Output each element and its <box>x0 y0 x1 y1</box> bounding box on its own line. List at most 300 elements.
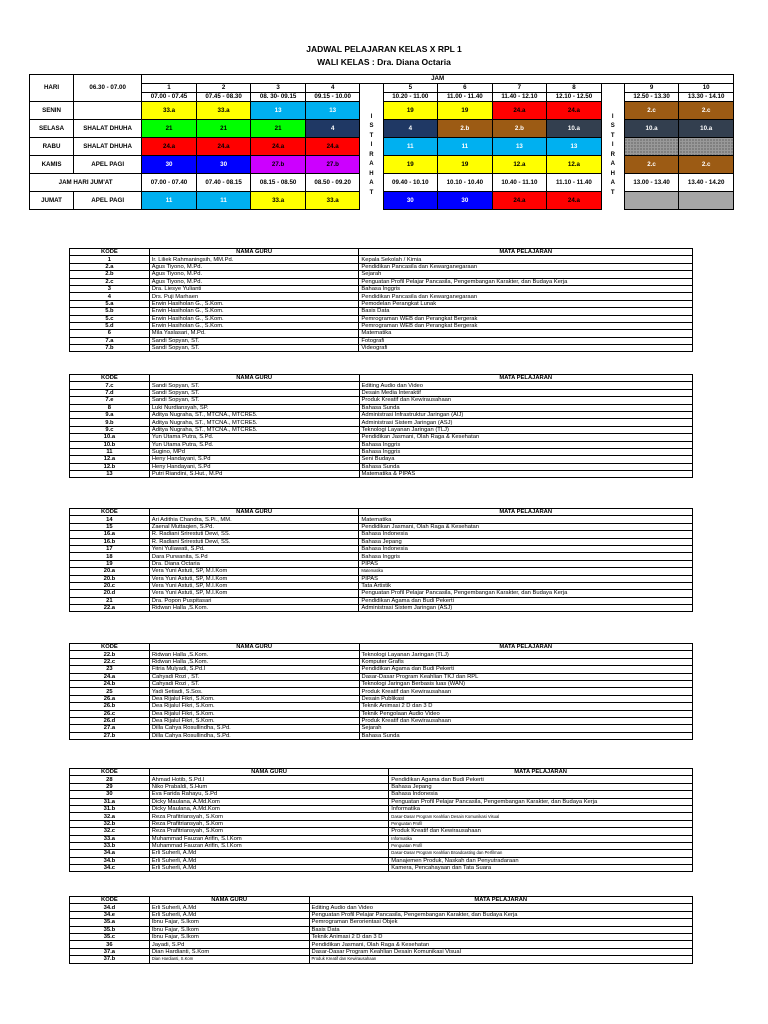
lesson-cell: 4 <box>305 120 360 138</box>
teacher-name: R. Radiani Srirestuti Dewi, SS. <box>149 538 359 545</box>
nama-header: NAMA GURU <box>149 249 359 256</box>
subject-name: Manajemen Produk, Naskah dan Penyutradaraan <box>389 857 693 864</box>
teacher-code: 5.b <box>70 308 150 315</box>
subject-name: PIPAS <box>359 575 693 582</box>
teacher-row <box>70 322 693 329</box>
teacher-code: 2.b <box>70 271 150 278</box>
teacher-row <box>70 382 693 389</box>
teacher-code: 32.b <box>70 820 150 827</box>
period-time: 12.50 - 13.30 <box>624 93 679 102</box>
teacher-code: 19 <box>70 560 150 567</box>
teacher-row <box>70 688 693 695</box>
lesson-cell: 24.a <box>305 138 360 156</box>
teacher-name: Dra. Liesye Yulianti <box>149 285 359 292</box>
subject-name: Bahasa Jepang <box>359 538 693 545</box>
teacher-name: Sandi Sopyan, ST. <box>149 397 359 404</box>
lesson-cell: 13 <box>305 102 360 120</box>
teacher-row <box>70 850 693 857</box>
period-time: 13.30 - 14.10 <box>679 93 734 102</box>
teacher-name: Heny Handayani, S.Pd <box>149 456 359 463</box>
lesson-cell: 19 <box>383 156 438 174</box>
teacher-name: Yeni Yuliawati, S.Pd. <box>149 545 359 552</box>
teacher-name: Erli Suherli, A.Md <box>149 911 309 918</box>
lesson-cell: 19 <box>438 156 493 174</box>
teacher-name: Mila Yaslasari, M.Pd. <box>149 330 359 337</box>
jumat-time: 10.10 - 10.40 <box>438 174 493 192</box>
teacher-row <box>70 865 693 872</box>
teacher-row <box>70 263 693 270</box>
teacher-row <box>70 911 693 918</box>
jumat-time: 07.40 - 08.15 <box>196 174 251 192</box>
teacher-code: 37.a <box>70 948 150 955</box>
teacher-name: Dara Purwanita, S.Pd <box>149 553 359 560</box>
day-name: KAMIS <box>30 156 74 174</box>
teacher-code: 7.d <box>70 389 150 396</box>
subject-name: Pendidikan Jasmani, Olah Raga & Kesehatan <box>309 941 692 948</box>
teacher-row <box>70 695 693 702</box>
subject-name: Dasar-Dasar Program Keahlian Desain Komunikasi Visual <box>309 948 692 955</box>
teacher-row <box>70 516 693 523</box>
teacher-code: 34.d <box>70 904 150 911</box>
subject-name: Administrasi Sistem Jaringan (ASJ) <box>359 605 693 612</box>
subject-name: Fotografi <box>359 337 693 344</box>
teacher-name: Dra. Popon Puspitasari <box>149 597 359 604</box>
teacher-name: Reza Prafitriansyah, S.Kom <box>149 813 389 820</box>
teacher-row <box>70 857 693 864</box>
istirahat-gap <box>601 84 624 93</box>
lesson-cell: 24.a <box>142 138 197 156</box>
subject-name: Kepala Sekolah / Kimia <box>359 256 693 263</box>
teacher-code: 35.c <box>70 933 150 940</box>
teacher-row <box>70 919 693 926</box>
teacher-name: Dicky Maulana, A.Md.Kom <box>149 798 389 805</box>
teacher-code: 7.c <box>70 382 150 389</box>
pre-lesson-activity: SHALAT DHUHA <box>74 120 142 138</box>
subject-name: Teknologi Layanan Jaringan (TLJ) <box>359 426 692 433</box>
teacher-code: 12.a <box>70 456 150 463</box>
teacher-row <box>70 345 693 352</box>
teacher-code: 5.d <box>70 322 150 329</box>
teacher-name: Agus Tiyono, M.Pd. <box>149 271 359 278</box>
subject-name: Dasar-Dasar Program Keahlian Desain Komunikasi Visual <box>389 813 693 820</box>
nama-header: NAMA GURU <box>149 897 309 904</box>
teacher-name: Muhammad Fauzan Arifin, S.I.Kom <box>149 835 389 842</box>
subject-name: Informatika <box>389 805 693 812</box>
subject-name: Bahasa Sunda <box>359 404 692 411</box>
schedule-row <box>30 102 734 120</box>
teacher-code: 17 <box>70 545 150 552</box>
subject-name: Administrasi Infrastruktur Jaringan (AIJ) <box>359 411 692 418</box>
teacher-name: Dicky Maulana, A.Md.Kom <box>149 805 389 812</box>
subject-name: Pemrograman Berorientasi Objek <box>309 919 692 926</box>
teacher-code: 5.a <box>70 300 150 307</box>
teacher-name: Dilla Cahya Rosullindha, S.Pd. <box>149 725 359 732</box>
lesson-cell: 33.a <box>251 192 306 210</box>
lesson-cell: 33.a <box>305 192 360 210</box>
teacher-name: Erwin Hasiholan G., S.Kom. <box>149 315 359 322</box>
lesson-cell: 11 <box>196 192 251 210</box>
teacher-code: 30 <box>70 791 150 798</box>
teacher-name: Jayadi, S.Pd <box>149 941 309 948</box>
teacher-row <box>70 575 693 582</box>
lesson-cell <box>624 192 679 210</box>
mapel-header: MATA PELAJARAN <box>389 769 693 776</box>
teacher-code: 18 <box>70 553 150 560</box>
period-time: 11.40 - 12.10 <box>492 93 547 102</box>
subject-name: Pendidikan Agama dan Budi Pekerti <box>359 666 692 673</box>
teacher-code: 29 <box>70 783 150 790</box>
teacher-row <box>70 933 693 940</box>
mapel-header: MATA PELAJARAN <box>359 644 692 651</box>
teacher-name: Zaenal Muttaqien, S.Pd. <box>149 523 359 530</box>
lesson-cell: 33.a <box>142 102 197 120</box>
subject-name: Bahasa Indonesia <box>359 545 693 552</box>
teacher-table <box>69 248 693 352</box>
subject-name: Produk Kreatif dan Kewirausahaan <box>359 397 692 404</box>
teacher-name: Agus Tiyono, M.Pd. <box>149 263 359 270</box>
subject-name: Informatika <box>389 835 693 842</box>
lesson-cell: 30 <box>196 156 251 174</box>
teacher-name: Cahyadi Rozi , ST. <box>149 673 359 680</box>
teacher-name: Ridwan Halla ,S.Kom. <box>149 658 359 665</box>
teacher-table <box>69 374 693 478</box>
teacher-table <box>69 508 693 612</box>
teacher-code: 3 <box>70 285 150 292</box>
teacher-row <box>70 813 693 820</box>
lesson-cell: 24.a <box>547 192 602 210</box>
teacher-row <box>70 805 693 812</box>
lesson-cell: 13 <box>251 102 306 120</box>
teacher-name: Ridwan Halla ,S.Kom. <box>149 605 359 612</box>
period-time: 07.45 - 08.30 <box>196 93 251 102</box>
lesson-cell: 24.a <box>196 138 251 156</box>
subject-name: Teknik Animasi 2 D dan 3 D <box>309 933 692 940</box>
teacher-row <box>70 680 693 687</box>
teacher-code: 7.a <box>70 337 150 344</box>
period-time: 08. 30- 09.15 <box>251 93 306 102</box>
teacher-name: Reza Prafitriansyah, S.Kom <box>149 828 389 835</box>
teacher-row <box>70 330 693 337</box>
subject-name: Pemrograman WEB dan Perangkat Bergerak <box>359 315 693 322</box>
kode-header: KODE <box>70 249 150 256</box>
lesson-cell: 30 <box>438 192 493 210</box>
jumat-time: 11.10 - 11.40 <box>547 174 602 192</box>
period-time: 11.00 - 11.40 <box>438 93 493 102</box>
teacher-row <box>70 448 693 455</box>
period-number: 4 <box>305 84 360 93</box>
day-name: SENIN <box>30 102 74 120</box>
teacher-code: 9.b <box>70 419 150 426</box>
pre-lesson-activity: APEL PAGI <box>74 156 142 174</box>
teacher-row <box>70 293 693 300</box>
istirahat-gap <box>360 93 383 102</box>
period-number: 8 <box>547 84 602 93</box>
teacher-row <box>70 256 693 263</box>
teacher-table <box>69 768 693 872</box>
subject-name: Penguatan Profil <box>389 842 693 849</box>
teacher-name: Yun Utama Putra, S.Pd. <box>149 434 359 441</box>
teacher-row <box>70 835 693 842</box>
lesson-cell: 24.a <box>492 192 547 210</box>
teacher-code: 21 <box>70 597 150 604</box>
teacher-code: 14 <box>70 516 150 523</box>
teacher-code: 34.b <box>70 857 150 864</box>
teacher-code: 34.e <box>70 911 150 918</box>
teacher-name: Putri Riandini, S.Hut., M.Pd <box>149 471 359 478</box>
jumat-time-label: JAM HARI JUM'AT <box>30 174 142 192</box>
teacher-row <box>70 441 693 448</box>
teacher-row <box>70 300 693 307</box>
teacher-row <box>70 956 693 963</box>
teacher-row <box>70 545 693 552</box>
teacher-code: 13 <box>70 471 150 478</box>
teacher-row <box>70 710 693 717</box>
teacher-name: Dea Rijalul Fikri, S.Kom. <box>149 717 359 724</box>
period-number: 7 <box>492 84 547 93</box>
teacher-row <box>70 582 693 589</box>
teacher-code: 27.b <box>70 732 150 739</box>
mapel-header: MATA PELAJARAN <box>359 249 693 256</box>
teacher-row <box>70 389 693 396</box>
period-number: 10 <box>679 84 734 93</box>
nama-header: NAMA GURU <box>149 769 389 776</box>
period-time: 07.00 - 07.45 <box>142 93 197 102</box>
lesson-cell: 27.b <box>305 156 360 174</box>
teacher-name: Vera Yuni Astuti, SP, M.I.Kom <box>149 575 359 582</box>
teacher-row <box>70 285 693 292</box>
lesson-cell: 21 <box>251 120 306 138</box>
lesson-cell: 10.a <box>679 120 734 138</box>
subject-name: Bahasa Jepang <box>389 783 693 790</box>
subject-name: Pendidikan Jasmani, Olah Raga & Kesehatan <box>359 434 692 441</box>
teacher-row <box>70 419 693 426</box>
teacher-name: Ibnu Fajar, S.Ikom <box>149 933 309 940</box>
subject-name: Editing Audio dan Video <box>309 904 692 911</box>
teacher-name: Ridwan Halla ,S.Kom. <box>149 651 359 658</box>
teacher-code: 22.a <box>70 605 150 612</box>
subject-name: Komputer Grafis <box>359 658 692 665</box>
istirahat-gap <box>601 93 624 102</box>
teacher-code: 2.c <box>70 278 150 285</box>
kode-header: KODE <box>70 769 150 776</box>
day-name: SELASA <box>30 120 74 138</box>
teacher-code: 26.d <box>70 717 150 724</box>
teacher-name: Aditya Nugraha, ST., MTCNA., MTCRE5. <box>149 419 359 426</box>
teacher-row <box>70 271 693 278</box>
teacher-code: 32.a <box>70 813 150 820</box>
day-name: RABU <box>30 138 74 156</box>
subject-name: PIPAS <box>359 560 693 567</box>
teacher-code: 28 <box>70 776 150 783</box>
lesson-cell: 21 <box>142 120 197 138</box>
lesson-cell: 11 <box>438 138 493 156</box>
subject-name: Produk Kreatif dan Kewirausahaan <box>359 688 692 695</box>
period-number: 6 <box>438 84 493 93</box>
teacher-row <box>70 820 693 827</box>
lesson-cell <box>624 138 679 156</box>
jumat-time: 13.40 - 14.20 <box>679 174 734 192</box>
teacher-row <box>70 411 693 418</box>
teacher-code: 23 <box>70 666 150 673</box>
lesson-cell: 19 <box>383 102 438 120</box>
teacher-name: Sandi Sopyan, ST. <box>149 382 359 389</box>
lesson-cell: 2.b <box>492 120 547 138</box>
lesson-cell: 11 <box>142 192 197 210</box>
subject-name: Bahasa Indonesia <box>389 791 693 798</box>
lesson-cell: 30 <box>142 156 197 174</box>
subject-name: Editing Audio dan Video <box>359 382 692 389</box>
teacher-code: 10.b <box>70 441 150 448</box>
subject-name: Sejarah <box>359 271 693 278</box>
teacher-code: 6 <box>70 330 150 337</box>
teacher-name: Cahyadi Rozi , ST. <box>149 680 359 687</box>
lesson-cell: 4 <box>383 120 438 138</box>
subject-name: Bahasa Inggris <box>359 448 692 455</box>
jumat-time: 08.15 - 08.50 <box>251 174 306 192</box>
lesson-cell: 13 <box>492 138 547 156</box>
teacher-name: Agus Tiyono, M.Pd. <box>149 278 359 285</box>
teacher-name: Luki Nurdiansyah, SP. <box>149 404 359 411</box>
mapel-header: MATA PELAJARAN <box>359 509 693 516</box>
teacher-code: 8 <box>70 404 150 411</box>
lesson-cell: 2.b <box>438 120 493 138</box>
teacher-code: 16.a <box>70 531 150 538</box>
subject-name: Basis Data <box>309 926 692 933</box>
lesson-cell: 19 <box>438 102 493 120</box>
nama-header: NAMA GURU <box>149 644 359 651</box>
teacher-name: Erli Suherli, A.Md <box>149 904 309 911</box>
teacher-row <box>70 651 693 658</box>
teacher-code: 20.a <box>70 568 150 575</box>
teacher-code: 7.b <box>70 345 150 352</box>
teacher-name: Heny Handayani, S.Pd <box>149 463 359 470</box>
subject-name: Produk Kreatif dan Kewirausahaan <box>359 717 692 724</box>
teacher-code: 22.b <box>70 651 150 658</box>
subject-name: Basis Data <box>359 308 693 315</box>
teacher-name: Sandi Sopyan, ST. <box>149 389 359 396</box>
teacher-row <box>70 828 693 835</box>
page-title: JADWAL PELAJARAN KELAS X RPL 1 <box>306 44 462 54</box>
teacher-name: Dea Rijalul Fikri, S.Kom. <box>149 703 359 710</box>
teacher-name: Ibnu Fajar, S.Ikom <box>149 926 309 933</box>
homeroom-teacher: WALI KELAS : Dra. Diana Octaria <box>317 57 451 67</box>
subject-name: Matematika <box>359 330 693 337</box>
subject-name: Produk Kreatif dan Kewirausahaan <box>309 956 692 963</box>
istirahat-gap <box>360 84 383 93</box>
lesson-cell: 2.c <box>624 102 679 120</box>
subject-name: Pendidikan Pancasila dan Kewarganegaraan <box>359 263 693 270</box>
lesson-cell: 2.c <box>624 156 679 174</box>
teacher-row <box>70 717 693 724</box>
teacher-name: Erwin Hasiholan G., S.Kom. <box>149 322 359 329</box>
period-number: 1 <box>142 84 197 93</box>
kode-header: KODE <box>70 644 150 651</box>
subject-name: Matematika <box>359 568 693 575</box>
teacher-code: 4 <box>70 293 150 300</box>
jumat-time: 09.40 - 10.10 <box>383 174 438 192</box>
teacher-row <box>70 673 693 680</box>
teacher-name: Vera Yuni Astuti, SP, M.I.Kom <box>149 590 359 597</box>
teacher-code: 24.a <box>70 673 150 680</box>
teacher-name: Ir. Liliek Rahmaningsih, MM.Pd. <box>149 256 359 263</box>
period-time: 12.10 - 12.50 <box>547 93 602 102</box>
teacher-code: 33.b <box>70 842 150 849</box>
lesson-cell: 2.c <box>679 156 734 174</box>
lesson-cell: 21 <box>196 120 251 138</box>
subject-name: Pendidikan Agama dan Budi Pekerti <box>359 597 693 604</box>
teacher-code: 27.a <box>70 725 150 732</box>
istirahat-label: I S T I R A H A T <box>360 102 383 210</box>
subject-name: Pendidikan Jasmani, Olah Raga & Kesehatan <box>359 523 693 530</box>
subject-name: Matematika <box>359 516 693 523</box>
subject-name: Bahasa Inggris <box>359 441 692 448</box>
jam-header: JAM <box>142 75 734 84</box>
lesson-cell: 11 <box>383 138 438 156</box>
teacher-name: Dian Hardianti, S.Kom <box>149 948 309 955</box>
subject-name: Produk Kreatif dan Kewirausahaan <box>389 828 693 835</box>
subject-name: Administrasi Sistem Jaringan (ASJ) <box>359 419 692 426</box>
lesson-cell: 33.a <box>196 102 251 120</box>
jumat-time: 08.50 - 09.20 <box>305 174 360 192</box>
teacher-code: 20.c <box>70 582 150 589</box>
teacher-row <box>70 531 693 538</box>
teacher-code: 5.c <box>70 315 150 322</box>
teacher-code: 26.a <box>70 695 150 702</box>
teacher-code: 26.c <box>70 710 150 717</box>
first-time-header: 06.30 - 07.00 <box>74 75 142 102</box>
teacher-name: Vera Yuni Astuti, SP, M.I.Kom <box>149 582 359 589</box>
teacher-name: Ari Adithia Chandra, S.Pi., MM. <box>149 516 359 523</box>
teacher-name: R. Radiani Srirestuti Dewi, SS. <box>149 531 359 538</box>
teacher-row <box>70 904 693 911</box>
subject-name: Tata Artistik <box>359 582 693 589</box>
teacher-row <box>70 463 693 470</box>
teacher-code: 20.d <box>70 590 150 597</box>
subject-name: Penguatan Profil Pelajar Pancasila, Pengembangan Karakter, dan Budaya Kerja <box>359 278 693 285</box>
teacher-row <box>70 337 693 344</box>
teacher-name: Drs. Puji Marhaen <box>149 293 359 300</box>
subject-name: Pendidikan Agama dan Budi Pekerti <box>389 776 693 783</box>
teacher-row <box>70 590 693 597</box>
teacher-name: Erwin Hasiholan G., S.Kom. <box>149 300 359 307</box>
teacher-name: Vera Yuni Astuti, SP, M.I.Kom <box>149 568 359 575</box>
period-number: 2 <box>196 84 251 93</box>
teacher-row <box>70 732 693 739</box>
subject-name: Sejarah <box>359 725 692 732</box>
lesson-cell: 12.a <box>492 156 547 174</box>
teacher-row <box>70 783 693 790</box>
subject-name: Pendidikan Pancasila dan Kewarganegaraan <box>359 293 693 300</box>
teacher-row <box>70 404 693 411</box>
teacher-code: 12.b <box>70 463 150 470</box>
lesson-cell: 12.a <box>547 156 602 174</box>
nama-header: NAMA GURU <box>149 509 359 516</box>
lesson-cell <box>679 138 734 156</box>
teacher-code: 7.e <box>70 397 150 404</box>
weekly-schedule-table <box>29 74 734 210</box>
subject-name: Dasar-Dasar Program Keahlian Broadcasting dan Perfilman <box>389 850 693 857</box>
subject-name: Pemrograman WEB dan Perangkat Bergerak <box>359 322 693 329</box>
teacher-code: 20.b <box>70 575 150 582</box>
teacher-name: Erli Suherli, A.Md <box>149 850 389 857</box>
teacher-name: Eva Farida Rahayu, S.Pd <box>149 791 389 798</box>
teacher-code: 22.c <box>70 658 150 665</box>
pre-lesson-activity: SHALAT DHUHA <box>74 138 142 156</box>
teacher-table <box>69 896 693 964</box>
jumat-time: 07.00 - 07.40 <box>142 174 197 192</box>
teacher-row <box>70 308 693 315</box>
teacher-row <box>70 471 693 478</box>
